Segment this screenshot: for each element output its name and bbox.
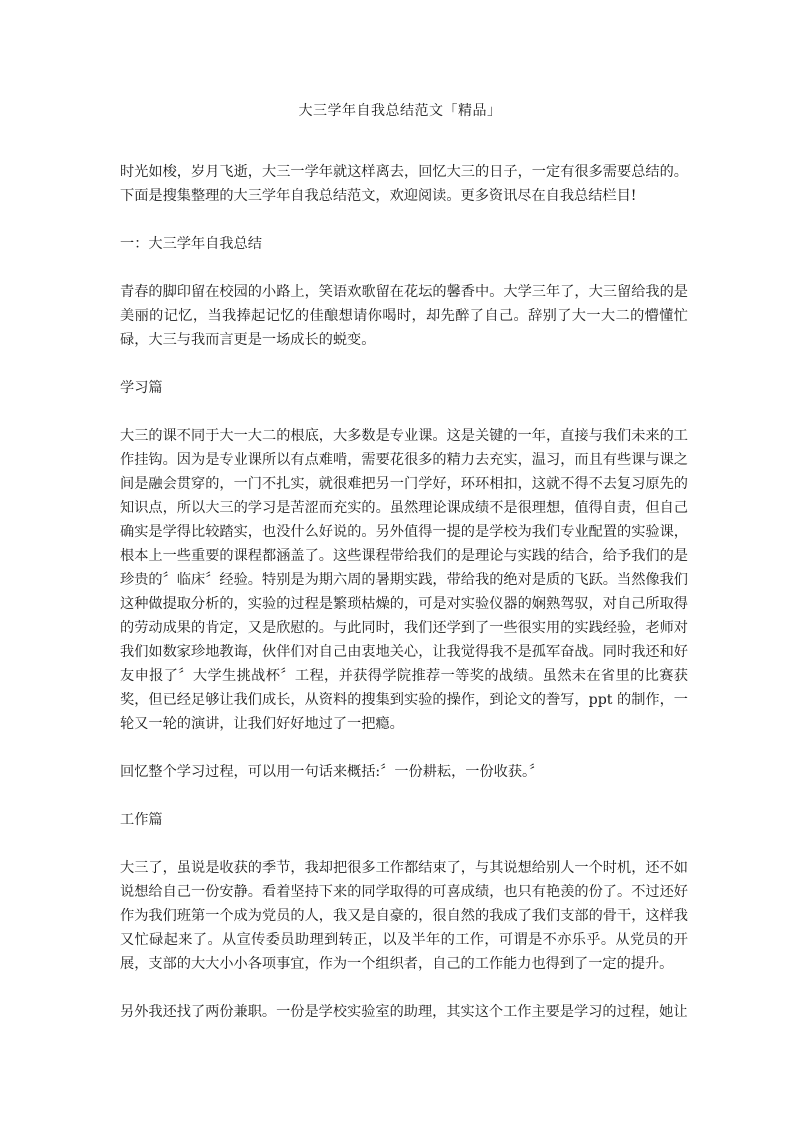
study-summary-paragraph: 回忆整个学习过程，可以用一句话来概括:〞一份耕耘，一份收获。〞 bbox=[120, 764, 544, 780]
study-paragraph: 大三的课不同于大一大二的根底，大多数是专业课。这是关键的一年，直接与我们未来的工作挂钩。因为是专业课所以有点难啃，需要花很多的精力去充实，温习，而且有些课与课之间是融会贯穿的，一门不扎实，就很难把另一门学好，环环相扣，这就不得不去复习原先的知识点，所以大三的学习是苦涩而充实的。虽然理论课成绩不是很理想，值得自责，但自己确实是学得比较踏实，也没什么好说的。另外值得一提的是学校为我们专业配置的实验课，根本上一些重要的课程都涵盖了。这些课程带给我们的是理论与实践的结合，给予我们的是珍贵的〞临床〞经验。特别是为期六周的暑期实践，带给我的绝对是质的飞跃。当然像我们这种做提取分析的，实验的过程是繁琐枯燥的，可是对实验仪器的娴熟驾驭，对自己所取得的劳动成果的肯定，又是欣慰的。与此同时，我们还学到了一些很实用的实践经验，老师对我们如数家珍地教诲，伙伴们对自己由衷地关心，让我觉得我不是孤军奋战。同时我还和好友申报了〞大学生挑战杯〞工程，并获得学院推荐一等奖的战绩。虽然未在省里的比赛获奖，但已经足够让我们成长，从资料的搜集到实验的操作，到论文的誊写，ppt 的制作，一轮又一轮的演讲，让我们好好地过了一把瘾。 bbox=[120, 428, 688, 732]
section-heading-work: 工作篇 bbox=[120, 812, 163, 828]
work-paragraph: 大三了，虽说是收获的季节，我却把很多工作都结束了，与其说想给别人一个时机，还不如说想给自己一份安静。看着坚持下来的同学取得的可喜成绩，也只有艳羡的份了。不过还好作为我们班第一个成为党员的人，我又是自豪的，很自然的我成了我们支部的骨干，这样我又忙碌起来了。从宣传委员助理到转正，以及半年的工作，可谓是不亦乐乎。从党员的开展，支部的大大小小各项事宜，作为一个组织者，自己的工作能力也得到了一定的提升。 bbox=[120, 860, 688, 972]
parttime-paragraph: 另外我还找了两份兼职。一份是学校实验室的助理，其实这个工作主要是学习的过程，她让 bbox=[120, 1004, 688, 1020]
section-heading-study: 学习篇 bbox=[120, 380, 163, 396]
intro-paragraph: 时光如梭，岁月飞逝，大三一学年就这样离去，回忆大三的日子，一定有很多需要总结的。下面是搜集整理的大三学年自我总结范文，欢迎阅读。更多资讯尽在自我总结栏目! bbox=[120, 164, 688, 204]
document-title: 大三学年自我总结范文「精品」 bbox=[298, 103, 502, 119]
body-paragraph: 青春的脚印留在校园的小路上，笑语欢歌留在花坛的馨香中。大学三年了，大三留给我的是美丽的记忆，当我捧起记忆的佳酿想请你喝时，却先醉了自己。辞别了大一大二的懵懂忙碌，大三与我而言更是一场成长的蜕变。 bbox=[120, 284, 688, 348]
document-body bbox=[120, 160, 688, 1048]
section-heading: 一：大三学年自我总结 bbox=[120, 236, 262, 252]
